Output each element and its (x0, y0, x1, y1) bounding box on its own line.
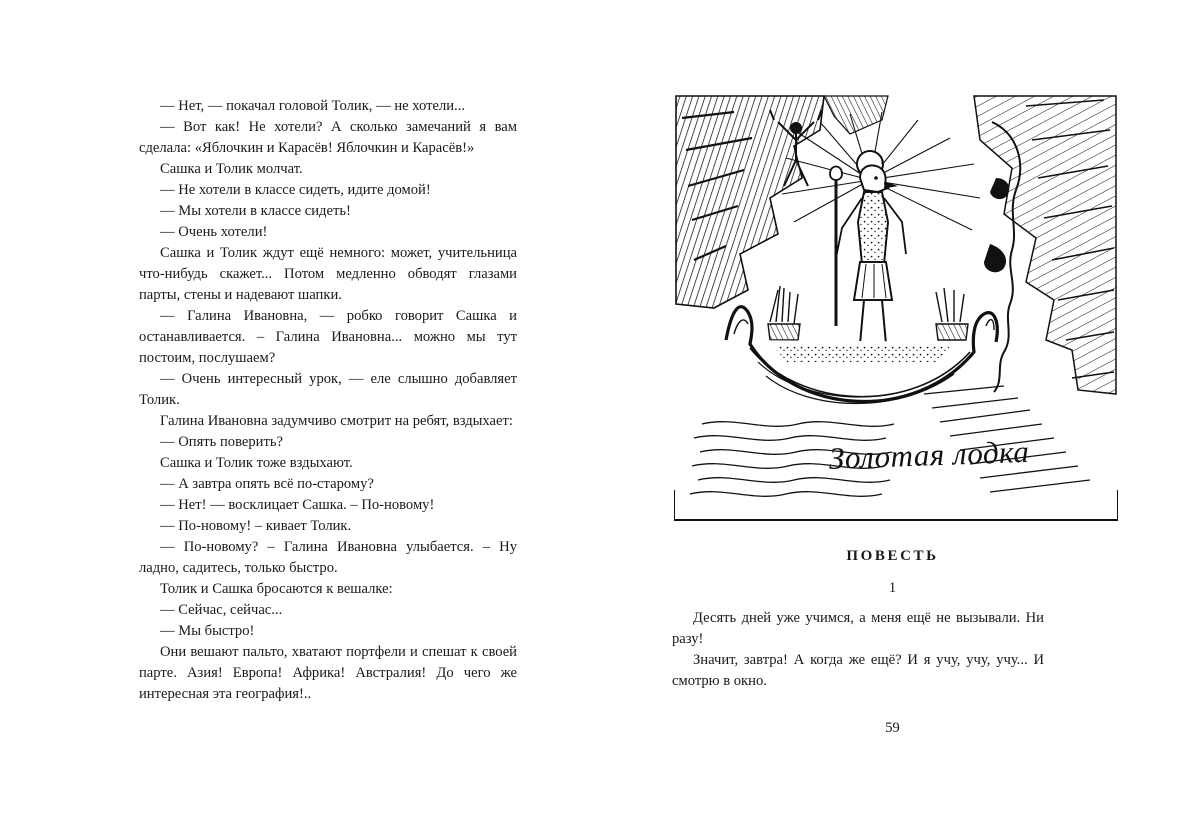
paragraph: — Очень хотели! (160, 224, 268, 240)
paragraph: — Мы быстро! (160, 623, 255, 639)
paragraph: — Нет, — покачал головой Толик, — не хотели... (160, 98, 465, 114)
paragraph: — Галина Ивановна, — робко говорит Сашка и останавливается. – Галина Ивановна... можно мы тут постоим, послушаем? (139, 308, 517, 366)
left-page-body (139, 96, 517, 705)
paragraph: Сашка и Толик молчат. (160, 161, 303, 177)
paragraph: — А завтра опять всё по-старому? (160, 476, 374, 492)
paragraph: — Вот как! Не хотели? А сколько замечаний я вам сделала: «Яблочкин и Карасёв! Яблочкин и Карасёв!» (139, 119, 517, 156)
paragraph: Галина Ивановна задумчиво смотрит на ребят, вздыхает: (160, 413, 513, 429)
chapter-number: 1 (888, 580, 897, 596)
paragraph: — Очень интересный урок, — еле слышно добавляет Толик. (139, 371, 517, 408)
section-label: ПОВЕСТЬ (846, 548, 939, 564)
paragraph: Значит, завтра! А когда же ещё? И я учу, учу, учу... И смотрю в окно. (672, 652, 1044, 689)
paragraph: — Мы хотели в классе сидеть! (160, 203, 351, 219)
page-number: 59 (885, 720, 900, 736)
paragraph: — По-новому! – кивает Толик. (160, 518, 352, 534)
paragraph: — Нет! — восклицает Сашка. – По-новому! (160, 497, 435, 513)
right-page-body (672, 608, 1044, 692)
paragraph: — Опять поверить? (160, 434, 283, 450)
paragraph: Сашка и Толик тоже вздыхают. (160, 455, 353, 471)
right-page (595, 0, 1190, 816)
paragraph: — Сейчас, сейчас... (160, 602, 283, 618)
paragraph: Десять дней уже учимся, а меня ещё не вызывали. Ни разу! (672, 610, 1044, 647)
paragraph: Толик и Сашка бросаются к вешалке: (160, 581, 393, 597)
falcon-deity-figure (830, 151, 906, 350)
paragraph: — По-новому? – Галина Ивановна улыбается. – Ну ладно, садитесь, только быстро. (139, 539, 517, 576)
illustration-caption: Золотая лодка (828, 433, 1030, 476)
paragraph: Сашка и Толик ждут ещё немного: может, учительница что-нибудь скажет... Потом медленно обводят глазами парты, стены и надевают шапки. (139, 245, 517, 303)
paragraph: — Не хотели в классе сидеть, идите домой! (160, 182, 431, 198)
paragraph: Они вешают пальто, хватают портфели и спешат к своей парте. Азия! Европа! Африка! Австралия! До чего же интересная эта география!.. (139, 644, 517, 702)
